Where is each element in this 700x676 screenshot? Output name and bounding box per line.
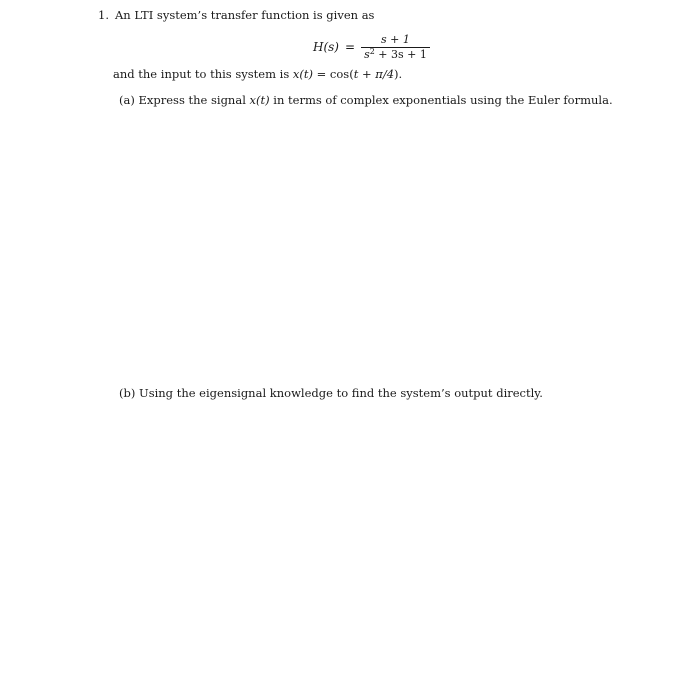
- input-line-suffix: ).: [394, 67, 403, 81]
- fraction-denominator: [361, 48, 430, 61]
- part-a-label: (a): [119, 93, 135, 107]
- part-a: [119, 93, 613, 107]
- part-b-text: Using the eigensignal knowledge to find the system’s output directly.: [135, 386, 543, 400]
- part-a-text-after: in terms of complex exponentials using the Euler formula.: [269, 93, 613, 107]
- part-b: [119, 386, 543, 400]
- input-line-prefix: and the input to this system is: [113, 67, 293, 81]
- input-signal: x(t): [292, 67, 313, 81]
- part-b-label: (b): [119, 386, 136, 400]
- question-intro: [98, 8, 374, 22]
- equation-equals: =: [345, 40, 356, 54]
- input-signal-line: [113, 67, 402, 81]
- transfer-function-equation: [313, 33, 430, 61]
- transfer-function-fraction: [361, 34, 430, 61]
- denominator-base: s: [364, 47, 370, 61]
- fraction-numerator: s + 1: [381, 32, 410, 46]
- denominator-rest: + 3s + 1: [374, 47, 427, 61]
- input-argument: t + π/4: [353, 67, 395, 81]
- question-intro-text: An LTI system’s transfer function is given as: [114, 8, 375, 22]
- equation-lhs: H(s): [313, 40, 339, 54]
- question-number: 1.: [98, 8, 109, 22]
- denominator-exponent: 2: [369, 46, 375, 56]
- input-line-middle: = cos(: [312, 67, 354, 81]
- part-a-signal: x(t): [249, 93, 270, 107]
- part-a-text-before: Express the signal: [134, 93, 250, 107]
